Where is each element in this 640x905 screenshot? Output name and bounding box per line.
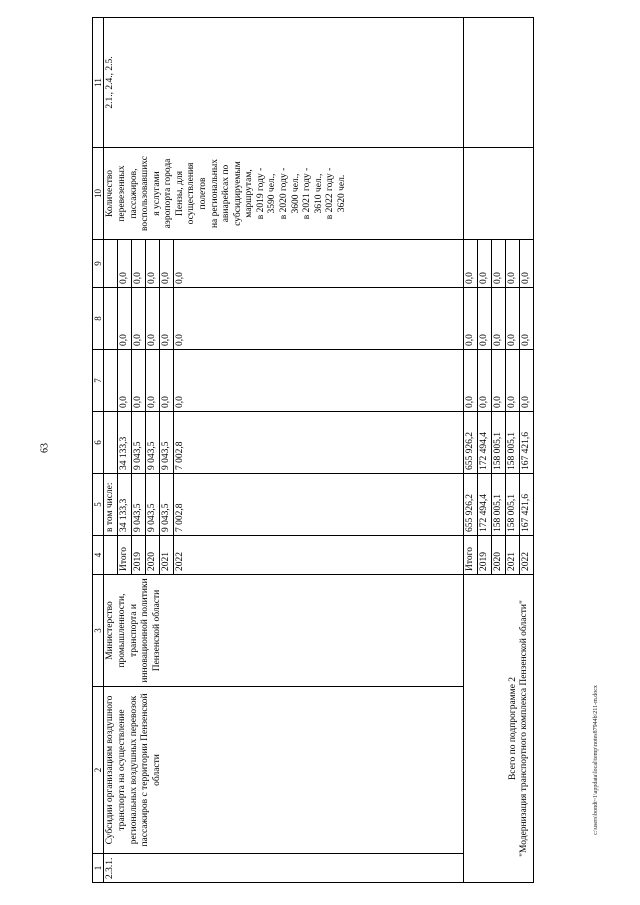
empty-cell	[464, 18, 534, 148]
indicator-line: 3610 чел.,	[313, 173, 324, 214]
header-row	[93, 18, 104, 883]
subprogram-total-line2: "Модернизация транспортного комплекса Пензенской области"	[519, 600, 530, 857]
value-col5: 655 926,2	[464, 474, 478, 536]
indicator-line: пассажиров,	[128, 168, 139, 219]
value-col6: 655 926,2	[464, 412, 478, 474]
value-col7: 0,0	[160, 350, 174, 412]
indicator-line: аэропорта города	[163, 158, 174, 229]
value-col7: 0,0	[146, 350, 160, 412]
value-col8: 0,0	[492, 288, 506, 350]
indicator-line: 3620 чел.	[336, 174, 347, 213]
value-col9: 0,0	[506, 240, 520, 288]
value-col8: 0,0	[174, 288, 464, 350]
value-col5: 172 494,4	[478, 474, 492, 536]
indicator-line: в 2022 году -	[325, 167, 336, 220]
value-col6: 158 005,1	[506, 412, 520, 474]
indicator-line: в 2020 году -	[279, 167, 290, 220]
value-col9: 0,0	[464, 240, 478, 288]
header-col-1: 1	[93, 854, 104, 883]
indicator-line: 3600 чел.,	[290, 173, 301, 214]
value-col9: 0,0	[146, 240, 160, 288]
value-col5: 158 005,1	[506, 474, 520, 536]
value-col7: 0,0	[132, 350, 146, 412]
value-col9: 0,0	[478, 240, 492, 288]
indicator-line: маршрутам,	[244, 169, 255, 218]
indicator-line: на региональных	[209, 158, 220, 229]
value-col6: 7 002,8	[174, 412, 464, 474]
value-col9: 0,0	[174, 240, 464, 288]
value-col5: 9 043,5	[132, 474, 146, 536]
indicator-line: в 2019 году -	[255, 167, 266, 220]
value-col6: 34 133,3	[118, 412, 132, 474]
value-col9: 0,0	[492, 240, 506, 288]
header-col-11: 11	[93, 18, 104, 148]
subprogram-total-label	[464, 575, 534, 883]
header-col-3: 3	[93, 575, 104, 687]
indicator-line: в 2021 году -	[302, 167, 313, 220]
links-cell: 2.1., 2.4., 2.5.	[104, 18, 464, 148]
value-col6: 158 005,1	[492, 412, 506, 474]
value-col5: 7 002,8	[174, 474, 464, 536]
indicator-line: я услугами	[151, 171, 162, 216]
rotated-table-wrap	[92, 18, 548, 883]
measure-row-intotal	[104, 18, 118, 883]
measure-code: 2.3.1.	[104, 854, 464, 883]
indicator-line: авиарейсах по	[221, 164, 232, 223]
value-col7: 0,0	[118, 350, 132, 412]
value-col7: 0,0	[464, 350, 478, 412]
value-col8: 0,0	[132, 288, 146, 350]
indicator-line: Количество	[105, 169, 116, 218]
header-col-5: 5	[93, 474, 104, 536]
file-path: c:\users\bondt~1\appdata\local\temp\notes87944b\211-m.docx	[593, 685, 599, 835]
value-col9: 0,0	[118, 240, 132, 288]
empty-cell	[104, 350, 118, 412]
value-col7: 0,0	[520, 350, 534, 412]
value-col8: 0,0	[478, 288, 492, 350]
value-col5: 158 005,1	[492, 474, 506, 536]
value-col6: 9 043,5	[132, 412, 146, 474]
value-col8: 0,0	[520, 288, 534, 350]
year-cell: 2021	[506, 536, 520, 575]
value-col8: 0,0	[506, 288, 520, 350]
value-col9: 0,0	[160, 240, 174, 288]
empty-cell	[104, 412, 118, 474]
year-cell: 2019	[132, 536, 146, 575]
year-cell: 2022	[520, 536, 534, 575]
indicator-line: воспользовавшихс	[140, 156, 151, 232]
indicator-line: 3590 чел.,	[267, 173, 278, 214]
value-col6: 9 043,5	[146, 412, 160, 474]
header-col-6: 6	[93, 412, 104, 474]
total-row-total	[464, 18, 478, 883]
value-col7: 0,0	[492, 350, 506, 412]
value-col9: 0,0	[132, 240, 146, 288]
in-total-label: в том числе:	[104, 474, 118, 536]
header-col-10: 10	[93, 148, 104, 240]
value-col7: 0,0	[174, 350, 464, 412]
empty-cell	[104, 240, 118, 288]
indicator-line: полетов	[197, 177, 208, 210]
indicator-line: перевезенных	[116, 165, 127, 222]
value-col6: 172 494,4	[478, 412, 492, 474]
year-cell: 2022	[174, 536, 464, 575]
value-col6: 167 421,6	[520, 412, 534, 474]
value-col7: 0,0	[506, 350, 520, 412]
year-cell: Итого	[464, 536, 478, 575]
value-col7: 0,0	[478, 350, 492, 412]
measure-executor: Министерство промышленности, транспорта и инновационной политики Пензенской области	[104, 575, 464, 687]
header-col-9: 9	[93, 240, 104, 288]
year-cell: 2020	[146, 536, 160, 575]
value-col8: 0,0	[160, 288, 174, 350]
empty-cell	[104, 288, 118, 350]
measure-name: Субсидии организациям воздушного транспорта на осуществление региональных воздушных перевозок пассажиров с территории Пензенской области	[104, 687, 464, 854]
value-col6: 9 043,5	[160, 412, 174, 474]
value-col8: 0,0	[118, 288, 132, 350]
year-cell: 2021	[160, 536, 174, 575]
subprogram-total-line1: Всего по подпрограмме 2	[508, 676, 519, 781]
subprogram-table	[92, 17, 534, 883]
empty-cell	[464, 148, 534, 240]
value-col9: 0,0	[520, 240, 534, 288]
value-col5: 9 043,5	[146, 474, 160, 536]
indicator-cell	[104, 148, 464, 240]
value-col5: 9 043,5	[160, 474, 174, 536]
header-col-8: 8	[93, 288, 104, 350]
indicator-line: осуществления	[186, 162, 197, 225]
empty-cell	[104, 536, 118, 575]
header-col-7: 7	[93, 350, 104, 412]
year-cell: Итого	[118, 536, 132, 575]
value-col5: 167 421,6	[520, 474, 534, 536]
indicator-line: субсидируемым	[232, 161, 243, 226]
value-col5: 34 133,3	[118, 474, 132, 536]
value-col8: 0,0	[146, 288, 160, 350]
header-col-2: 2	[93, 687, 104, 854]
year-cell: 2019	[478, 536, 492, 575]
indicator-line: Пензы, для	[174, 171, 185, 216]
value-col8: 0,0	[464, 288, 478, 350]
page-number: 63	[39, 443, 51, 453]
header-col-4: 4	[93, 536, 104, 575]
year-cell: 2020	[492, 536, 506, 575]
